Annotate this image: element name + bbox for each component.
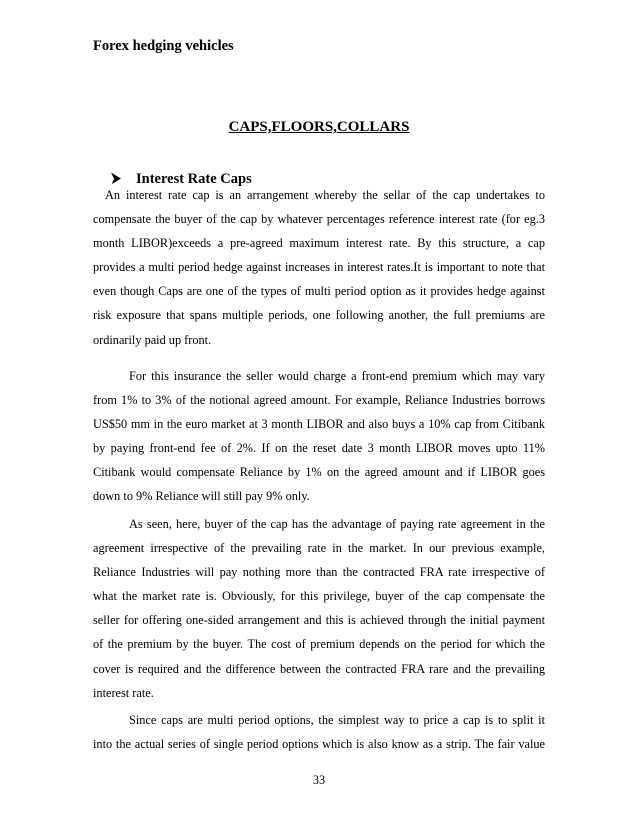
- paragraph-line: Reliance Industries will pay nothing more than the contracted FRA rate irrespective of: [93, 565, 545, 580]
- paragraph-line: interest rate.: [93, 685, 154, 700]
- paragraph-4: [93, 708, 545, 756]
- paragraph-line: from 1% to 3% of the notional agreed amount. For example, Reliance Industries borrows: [93, 393, 545, 408]
- paragraph-line: cover is required and the difference between the contracted FRA rare and the prevailing: [93, 661, 545, 676]
- paragraph-line: even though Caps are one of the types of multi period option as it provides hedge against: [93, 284, 545, 299]
- running-header: Forex hedging vehicles: [93, 38, 234, 54]
- paragraph-line: agreement irrespective of the prevailing rate in the market. In our previous example,: [93, 541, 545, 556]
- paragraph-2: [93, 364, 545, 509]
- paragraph-line: For this insurance the seller would charge a front-end premium which may vary: [129, 369, 545, 383]
- subsection-heading-label: Interest Rate Caps: [136, 171, 252, 187]
- paragraph-line: As seen, here, buyer of the cap has the advantage of paying rate agreement in the: [129, 517, 545, 531]
- paragraph-line: Citibank would compensate Reliance by 1% on the agreed amount and if LIBOR goes: [93, 465, 545, 480]
- paragraph-line: compensate the buyer of the cap by whatever percentages reference interest rate (for eg.3: [93, 212, 545, 227]
- paragraph-line: down to 9% Reliance will still pay 9% only.: [93, 489, 310, 504]
- paragraph-line: ordinarily paid up front.: [93, 332, 212, 347]
- paragraph-line: what the market rate is. Obviously, for this privilege, buyer of the cap compensate the: [93, 589, 545, 604]
- paragraph-1: [93, 183, 545, 352]
- paragraph-3: [93, 512, 545, 705]
- section-title: CAPS,FLOORS,COLLARS: [228, 119, 410, 135]
- paragraph-line: provides a multi period hedge against increases in interest rates.It is important to note that: [93, 260, 545, 275]
- paragraph-line: of the premium by the buyer. The cost of premium depends on the period for which the: [93, 637, 545, 652]
- paragraph-line: An interest rate cap is an arrangement whereby the sellar of the cap undertakes to: [105, 188, 545, 202]
- paragraph-line: seller for offering one-sided arrangement and this is achieved through the initial payment: [93, 613, 545, 628]
- paragraph-line: US$50 mm in the euro market at 3 month LIBOR and also buys a 10% cap from Citibank: [93, 417, 545, 432]
- paragraph-line: by paying front-end fee of 2%. If on the reset date 3 month LIBOR moves upto 11%: [93, 441, 545, 456]
- paragraph-line: into the actual series of single period options which is also know as a strip. The fair value: [93, 737, 545, 752]
- paragraph-line: Since caps are multi period options, the simplest way to price a cap is to split it: [129, 713, 545, 727]
- paragraph-line: month LIBOR)exceeds a pre-agreed maximum interest rate. By this structure, a cap: [93, 236, 545, 251]
- page-number: 33: [312, 773, 326, 787]
- paragraph-line: risk exposure that spans multiple periods, one following another, the full premiums are: [93, 308, 545, 323]
